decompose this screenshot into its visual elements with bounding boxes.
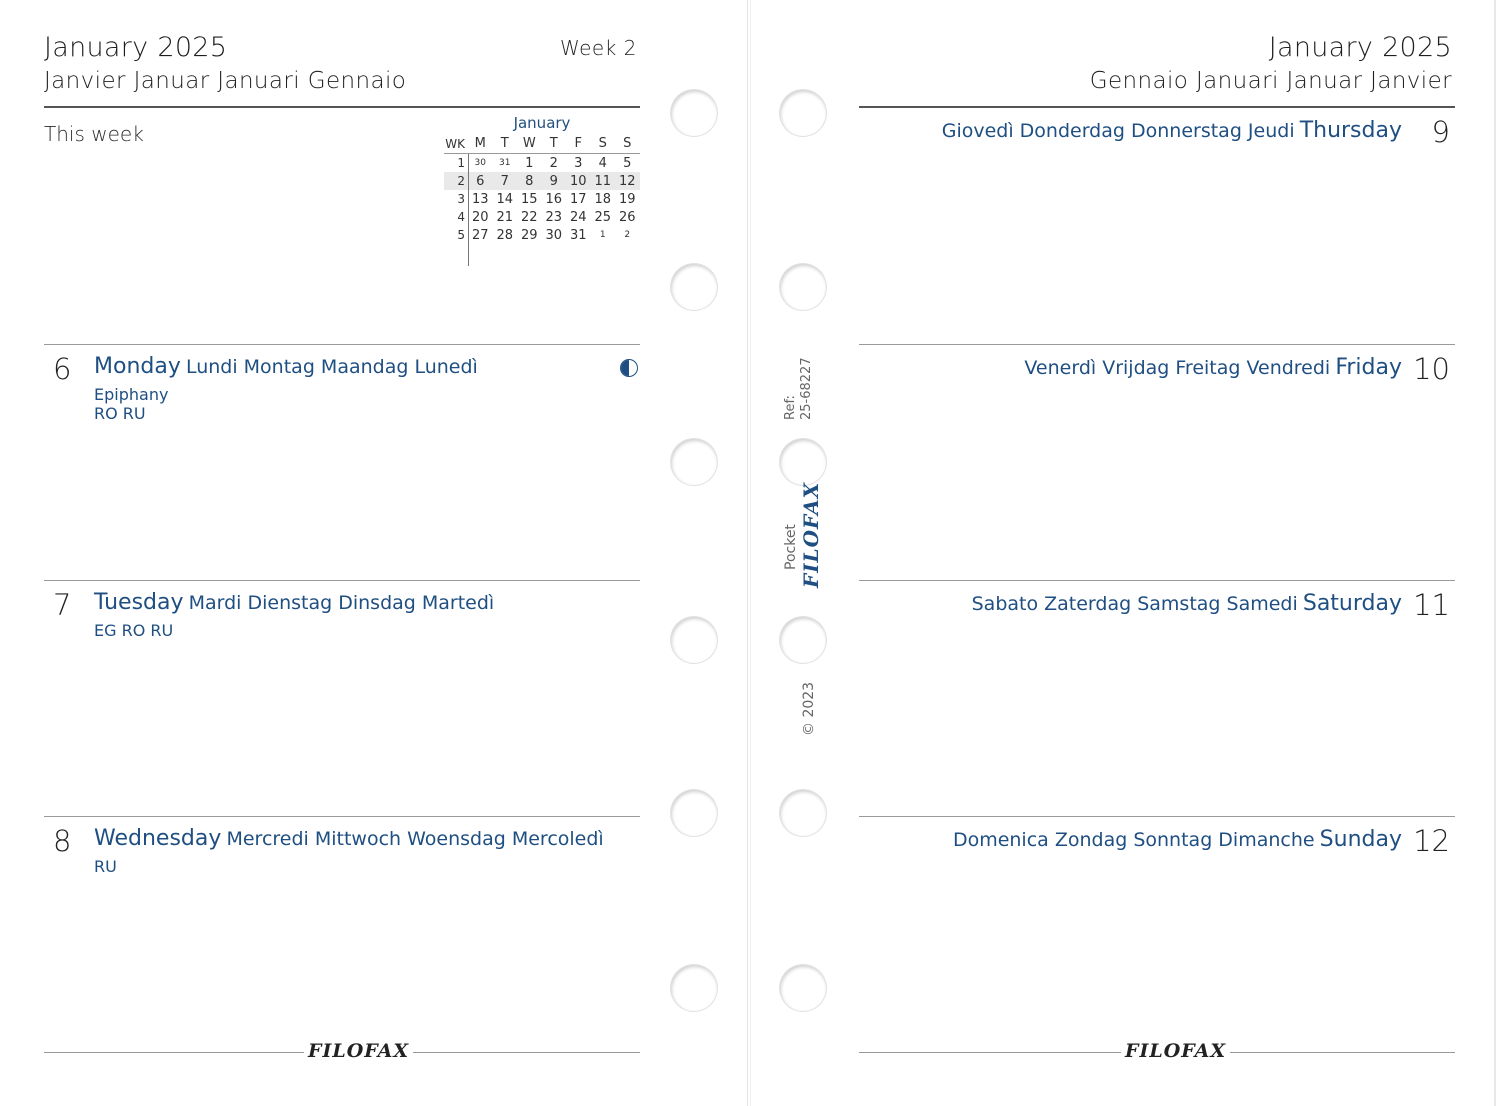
day-name-english: Saturday [1302,591,1402,616]
day-name-english: Thursday [1299,118,1402,143]
calendar-day: 25 [594,209,612,225]
mini-calendar-week-row [444,226,640,244]
right-page [750,0,1496,1106]
week-number: 3 [457,192,465,206]
spine-copyright: © 2023 [801,681,817,736]
binder-hole [780,90,826,136]
calendar-day: 30 [545,227,563,243]
mini-calendar-divider [468,154,469,266]
calendar-day: 23 [545,209,563,225]
calendar-day: 8 [525,173,534,189]
day-name [94,826,604,851]
mini-calendar-header [444,134,640,154]
day-note: RO RU [94,404,146,423]
header-rule [44,106,640,108]
calendar-day: 6 [476,173,485,189]
page-subtitle: Janvier Januar Januari Gennaio [44,68,407,94]
this-week-label: This week [44,122,144,146]
day-number: 9 [1431,115,1450,149]
binder-hole [780,617,826,663]
binder-hole [671,90,717,136]
calendar-day: 27 [471,227,489,243]
day-name [972,591,1402,616]
first-quarter-moon-icon [620,359,638,377]
binder-hole [780,264,826,310]
day-rule [859,580,1455,581]
calendar-day: 31 [499,158,511,168]
day-rule [44,580,640,581]
week-number: 5 [457,228,465,242]
calendar-day: 2 [549,155,558,171]
mini-calendar-grid [444,134,640,244]
calendar-day: 17 [569,191,587,207]
day-name-translations: Domenica Zondag Sonntag Dimanche [952,829,1315,851]
calendar-day: 5 [623,155,632,171]
day-number: 11 [1413,588,1450,622]
calendar-day: 21 [496,209,514,225]
calendar-day: 24 [569,209,587,225]
calendar-day: 12 [618,173,636,189]
day-rule [44,344,640,345]
day-name [94,354,478,379]
week-number: 2 [457,174,465,188]
calendar-day: 9 [549,173,558,189]
spine-ref [783,357,815,420]
mini-calendar-week-row [444,154,640,172]
day-rule [859,816,1455,817]
mini-calendar-month: January [513,114,571,132]
mini-calendar-week-row [444,172,640,190]
binder-hole [780,790,826,836]
mini-calendar-week-row [444,190,640,208]
calendar-day: 15 [520,191,538,207]
day-number: 7 [53,588,72,622]
day-name-translations: Lundi Montag Maandag Lunedì [185,356,478,378]
binder-hole [780,439,826,485]
weekday-label: T [500,136,509,151]
day-name [1024,355,1402,380]
day-number: 10 [1413,352,1450,386]
mini-calendar-wk-label: WK [445,136,465,151]
calendar-day: 7 [500,173,509,189]
day-rule [44,816,640,817]
weekday-label: M [474,136,486,151]
day-name-english: Tuesday [94,590,184,615]
day-name [942,118,1402,143]
binder-hole [671,617,717,663]
weekday-label: T [549,136,558,151]
binder-hole [671,790,717,836]
filofax-logo: FILOFAX [1121,1040,1230,1062]
weekday-label: F [574,136,582,151]
day-number: 6 [53,352,72,386]
day-number: 12 [1413,824,1450,858]
mini-calendar [444,114,640,244]
calendar-day: 29 [520,227,538,243]
calendar-day: 30 [474,158,486,168]
header-rule [859,106,1455,108]
calendar-day: 13 [471,191,489,207]
weekday-label: S [598,136,607,151]
calendar-day: 16 [545,191,563,207]
day-name-english: Sunday [1319,827,1402,852]
calendar-day: 1 [599,230,606,240]
spine-ref-label: Ref: [783,395,798,420]
binder-hole [671,439,717,485]
calendar-day: 28 [496,227,514,243]
day-name [953,827,1402,852]
calendar-day: 26 [618,209,636,225]
day-name-english: Wednesday [94,826,222,851]
calendar-day: 1 [525,155,534,171]
binder-hole [671,965,717,1011]
day-number: 8 [53,824,72,858]
binder-hole [780,965,826,1011]
page-title: January 2025 [1268,32,1452,63]
calendar-day: 4 [598,155,607,171]
spine-ref-code: 25-68227 [799,357,814,420]
calendar-day: 14 [496,191,514,207]
calendar-day: 20 [471,209,489,225]
calendar-day: 18 [594,191,612,207]
page-subtitle: Gennaio Januari Januar Janvier [1089,68,1452,94]
calendar-day: 10 [569,173,587,189]
mini-calendar-week-row [444,208,640,226]
day-rule [859,344,1455,345]
weekday-label: S [623,136,632,151]
calendar-day: 22 [520,209,538,225]
week-number: 4 [457,210,465,224]
spine-size: Pocket [783,524,799,570]
calendar-day: 19 [618,191,636,207]
week-number: 1 [457,156,465,170]
day-name-english: Friday [1335,355,1402,380]
day-name-translations: Giovedì Donderdag Donnerstag Jeudi [941,120,1295,142]
day-name-english: Monday [94,354,181,379]
left-page [0,0,748,1106]
page-title: January 2025 [44,32,228,63]
day-name-translations: Mardi Dienstag Dinsdag Martedì [188,592,495,614]
binder-hole [671,264,717,310]
calendar-day: 11 [594,173,612,189]
day-note: EG RO RU [94,621,174,640]
day-name-translations: Mercredi Mittwoch Woensdag Mercoledì [226,828,604,850]
filofax-logo: FILOFAX [304,1040,413,1062]
day-name-translations: Sabato Zaterdag Samstag Samedi [971,593,1298,615]
week-label: Week 2 [560,36,637,60]
day-name [94,590,494,615]
day-note: Epiphany [94,385,169,404]
day-note: RU [94,857,117,876]
weekday-label: W [522,136,536,151]
spine-filofax-logo: FILOFAX [799,481,823,588]
calendar-day: 31 [569,227,587,243]
calendar-day: 2 [624,230,631,240]
calendar-day: 3 [574,155,583,171]
day-name-translations: Venerdì Vrijdag Freitag Vendredi [1024,357,1331,379]
